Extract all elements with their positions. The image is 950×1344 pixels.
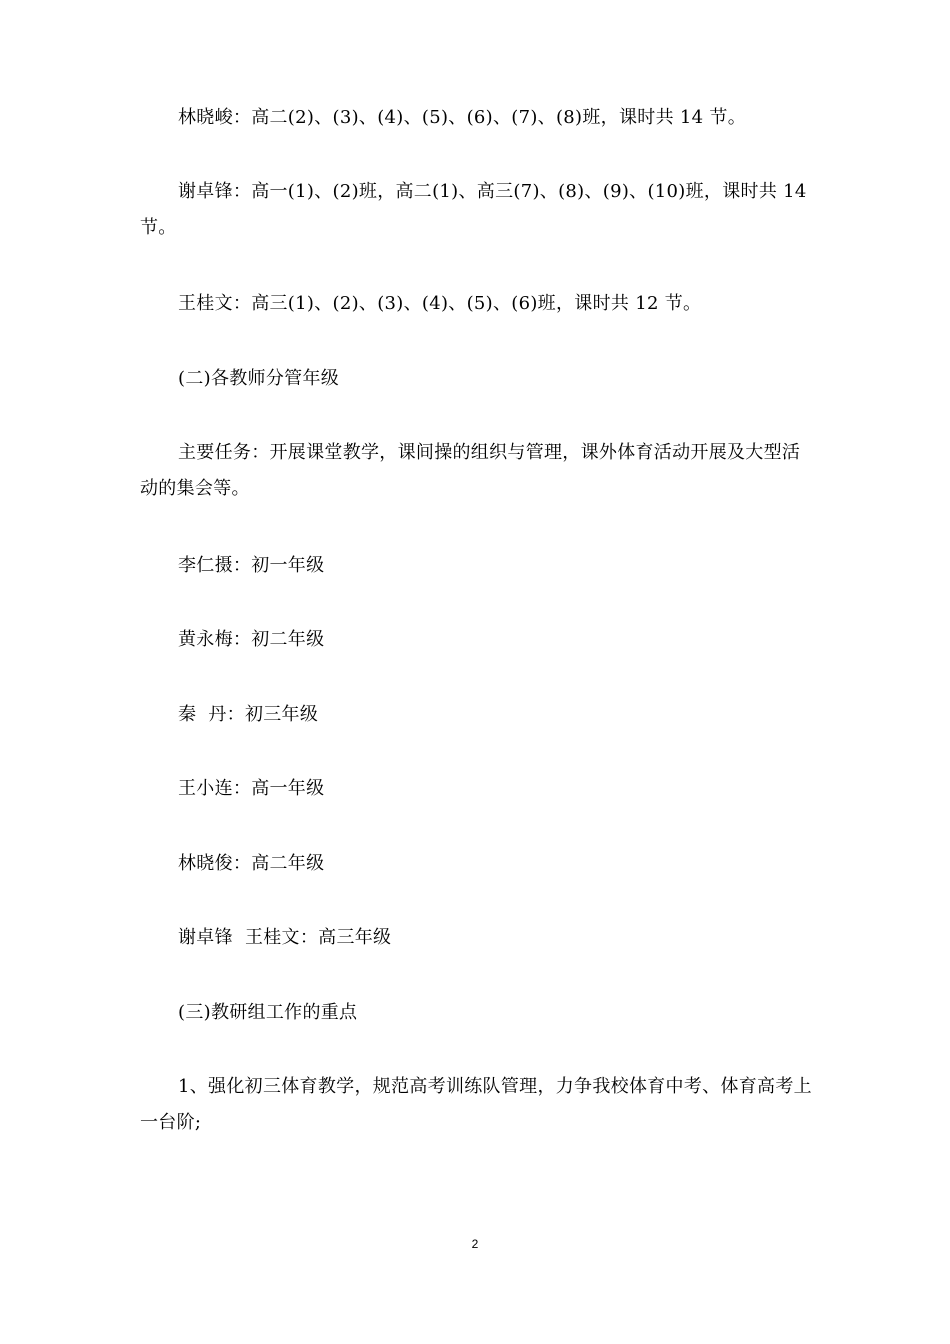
paragraph-grade-3-senior: 谢卓锋 王桂文：高三年级 (178, 927, 392, 948)
paragraph-linxiaojun-classes: 林晓峻：高二(2)、(3)、(4)、(5)、(6)、(7)、(8)班，课时共 14 节。 (178, 107, 747, 128)
paragraph-grade-2-junior: 黄永梅：初二年级 (178, 629, 325, 650)
paragraph-grade-3-junior: 秦 丹：初三年级 (178, 704, 319, 725)
paragraph-focus-item-1: 1、强化初三体育教学，规范高考训练队管理，力争我校体育中考、体育高考上一台阶; (140, 1076, 812, 1133)
paragraph-grade-1-senior: 王小连：高一年级 (178, 778, 325, 799)
section-heading-grade-assignment: (二)各教师分管年级 (178, 368, 340, 389)
paragraph-main-tasks: 主要任务：开展课堂教学，课间操的组织与管理，课外体育活动开展及大型活动的集会等。 (140, 442, 801, 499)
paragraph-grade-2-senior: 林晓俊：高二年级 (178, 853, 325, 874)
section-heading-research-focus: (三)教研组工作的重点 (178, 1002, 358, 1023)
page-number: 2 (471, 1237, 479, 1251)
paragraph-wangguiwen-classes: 王桂文：高三(1)、(2)、(3)、(4)、(5)、(6)班，课时共 12 节。 (178, 293, 702, 314)
paragraph-grade-1-junior: 李仁摄：初一年级 (178, 555, 325, 576)
paragraph-xiezhuofeng-classes: 谢卓锋：高一(1)、(2)班，高二(1)、高三(7)、(8)、(9)、(10)班，课时共 14 节。 (140, 181, 807, 238)
